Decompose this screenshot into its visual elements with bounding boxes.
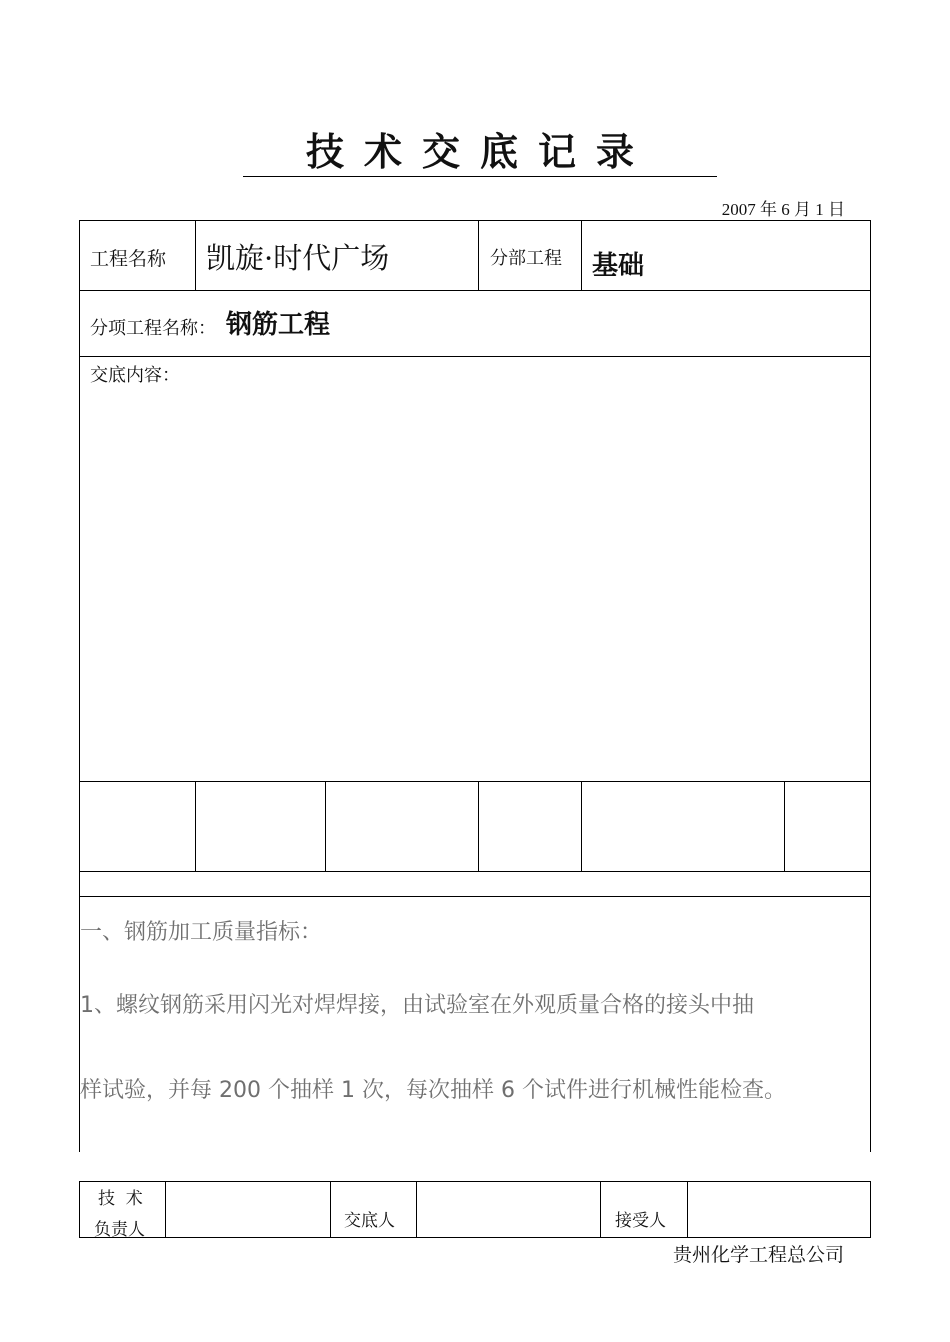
tech-lead-label-line-2: 负责人 bbox=[94, 1220, 145, 1240]
footer-table-bottom bbox=[79, 1237, 871, 1238]
subitem-label: 分项工程名称： bbox=[90, 318, 216, 339]
footer-divider-1 bbox=[165, 1181, 166, 1238]
grid-divider-1 bbox=[195, 781, 196, 872]
receiver-label: 接受人 bbox=[615, 1211, 666, 1231]
presenter-label: 交底人 bbox=[344, 1211, 395, 1231]
footer-table-top bbox=[79, 1181, 871, 1182]
footer-border-left bbox=[79, 1181, 80, 1238]
division-label: 分部工程 bbox=[490, 248, 562, 269]
row1-bottom bbox=[79, 290, 871, 291]
grid-row-top bbox=[79, 781, 871, 782]
body-heading: 一、钢筋加工质量指标： bbox=[80, 920, 323, 945]
grid-divider-3 bbox=[478, 781, 479, 872]
footer-border-right bbox=[870, 1181, 871, 1238]
footer-divider-2 bbox=[330, 1181, 331, 1238]
content-label: 交底内容： bbox=[90, 365, 180, 386]
row1-divider-2 bbox=[478, 220, 479, 291]
body-paragraph-line-1: 1、螺纹钢筋采用闪光对焊焊接，由试验室在外观质量合格的接头中抽 bbox=[80, 993, 754, 1018]
grid-divider-4 bbox=[581, 781, 582, 872]
row1-divider-1 bbox=[195, 220, 196, 291]
tech-lead-label-line-1: 技 术 bbox=[98, 1189, 143, 1209]
subitem-value: 钢筋工程 bbox=[226, 310, 331, 340]
grid-divider-2 bbox=[325, 781, 326, 872]
thin-row-bottom bbox=[79, 896, 871, 897]
project-name-value: 凯旋·时代广场 bbox=[206, 241, 390, 275]
table-border-right bbox=[870, 220, 871, 1152]
project-name-label: 工程名称 bbox=[90, 248, 167, 270]
footer-divider-4 bbox=[600, 1181, 601, 1238]
table-border-top bbox=[79, 220, 871, 221]
document-title: 技术交底记录 bbox=[243, 128, 717, 177]
row2-bottom bbox=[79, 356, 871, 357]
grid-row-bottom bbox=[79, 871, 871, 872]
footer-divider-5 bbox=[687, 1181, 688, 1238]
grid-divider-5 bbox=[784, 781, 785, 872]
company-name: 贵州化学工程总公司 bbox=[673, 1244, 845, 1266]
body-paragraph-line-2: 样试验，并每 200 个抽样 1 次，每次抽样 6 个试件进行机械性能检查。 bbox=[80, 1078, 786, 1103]
division-value: 基础 bbox=[592, 251, 645, 281]
document-date: 2007 年 6 月 1 日 bbox=[721, 200, 845, 219]
row1-divider-3 bbox=[581, 220, 582, 291]
footer-divider-3 bbox=[416, 1181, 417, 1238]
